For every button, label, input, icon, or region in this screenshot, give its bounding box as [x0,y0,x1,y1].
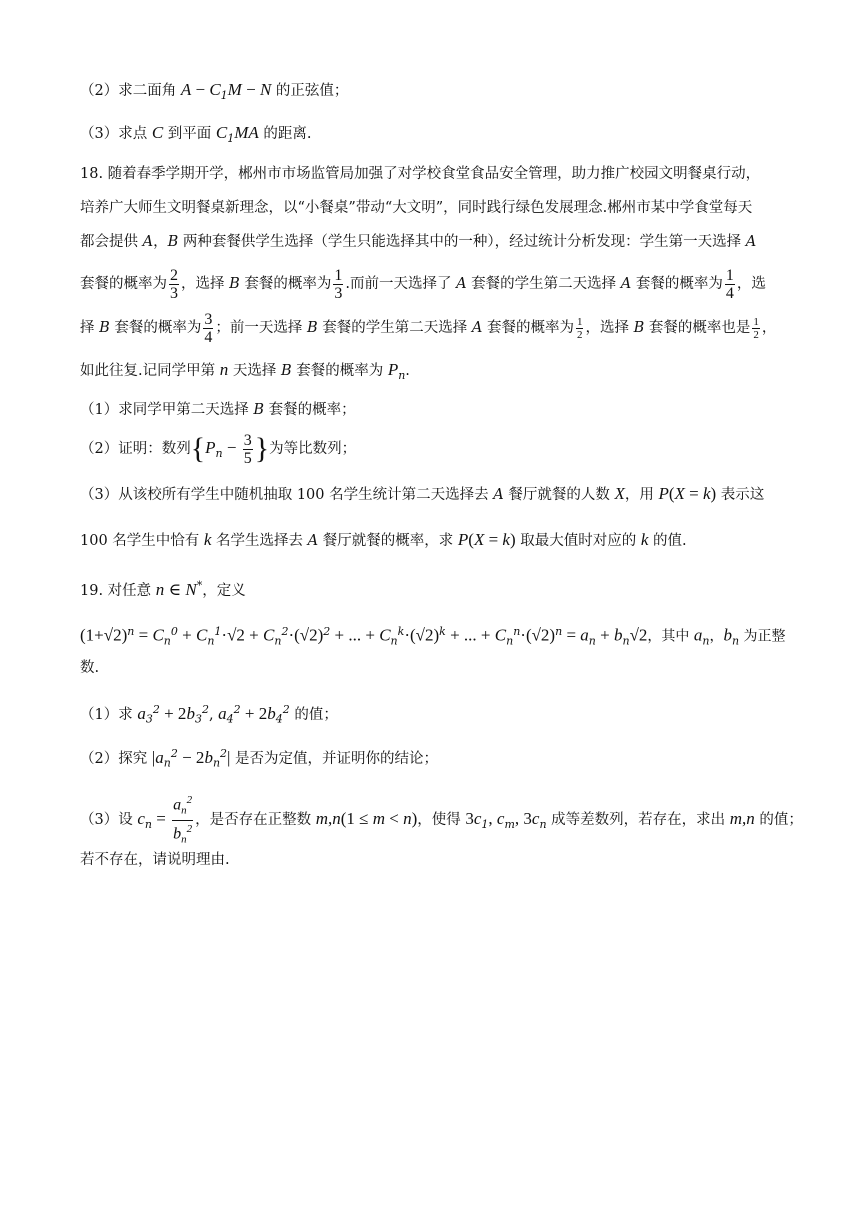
fraction-2-3: $\frac{2}{3}$ [170,266,178,302]
q19-part1: （1）求 $a_3^2 + 2b_3^2$, $a_4^2 + 2b_4^2$ 的值； [80,703,338,726]
q18-part3b: 100 名学生中恰有 k 名学生选择去 A 餐厅就餐的概率，求 P(X = k) 取最大值时对应的 k 的值. [80,530,687,549]
q18-part2: （2）证明：数列{$P_n$ − $\frac{3}{5}$ }为等比数列； [80,431,357,467]
fraction-1-2: $\frac{1}{2}$ [576,315,583,341]
q18-part3a: （3）从该校所有学生中随机抽取 100 名学生统计第二天选择去 A 餐厅就餐的人数 X，用 P(X = k) 表示这 [80,484,765,503]
q19-part2: （2）探究 $|a_n^2 - 2b_n^2|$ 是否为定值，并证明你的结论； [80,747,439,770]
q19-line1: 19. 对任意 n ∈ N*，定义 [80,579,246,599]
fraction-1-2-b: $\frac{1}{2}$ [753,315,759,341]
q18-line4: 套餐的概率为 $\frac{2}{3}$ ，选择 B 套餐的概率为 $\frac{1}{3}$ .而前一天选择了 A 套餐的学生第二天选择 A 套餐的概率为 $\frac{1}{4}$ ，选 [80,266,766,302]
q19-line2: $(1+√2)^n = C_n^0 + C_n^1\cdot√2 + C_n^2\cdot(√2)^2$ + ... + $C_n^k\cdot(√2)^k$ + ... + $C_n^n\cdot(√2)^n = a_n + b_n√2$，其中 $a_n$，$b_n$ 为正整 [80,625,786,648]
math-dihedral-angle: A [180,80,192,99]
q19-line3: 数. [80,660,100,676]
q18-line1: 18. 随着春季学期开学，郴州市市场监管局加强了对学校食堂食品安全管理，助力推广校园文明餐桌行动， [80,166,761,182]
q17-part2: （2）求二面角 $A - C_1M - N$ 的正弦值； [80,80,349,102]
q17-part2-prefix: （2）求二面角 [80,83,181,99]
q18-line5: 择 B 套餐的概率为 $\frac{3}{4}$ ；前一天选择 B 套餐的学生第二天选择 A 套餐的概率为 $\frac{1}{2}$ ，选择 B 套餐的概率也是 $\frac{1}{2}$ ， [80,310,777,346]
fraction-an2-bn2: $\frac{a_n^2}{b_n^2}$ [173,794,193,846]
q17-part3: （3）求点 C 到平面 $C_1MA$ 的距离. [80,123,312,145]
q18-line6: 如此往复.记同学甲第 n 天选择 B 套餐的概率为 $P_n$. [80,360,410,382]
fraction-3-5: $\frac{3}{5}$ [243,431,252,467]
q19-part3a: （3）设 $c_n$ = $\frac{a_n^2}{b_n^2}$ ，是否存在正整数 m,n(1 ≤ m < n)，使得 $3c_1$, $c_m$, $3c_n$ 成等差数列，若存在，求出 m,n 的值； [80,792,782,848]
fraction-3-4: $\frac{3}{4}$ [204,310,213,346]
fraction-1-3: $\frac{1}{3}$ [334,266,343,302]
q18-part1: （1）求同学甲第二天选择 B 套餐的概率； [80,402,356,418]
q19-part3b: 若不存在，请说明理由. [80,852,230,868]
q18-line2: 培养广大师生文明餐桌新理念，以“小餐桌”带动“大文明”，同时践行绿色发展理念.郴州市某中学食堂每天 [80,200,753,216]
fraction-1-4: $\frac{1}{4}$ [725,266,734,302]
q18-line3: 都会提供 A，B 两种套餐供学生选择（学生只能选择其中的一种），经过统计分析发现：学生第一天选择 A [80,234,757,250]
